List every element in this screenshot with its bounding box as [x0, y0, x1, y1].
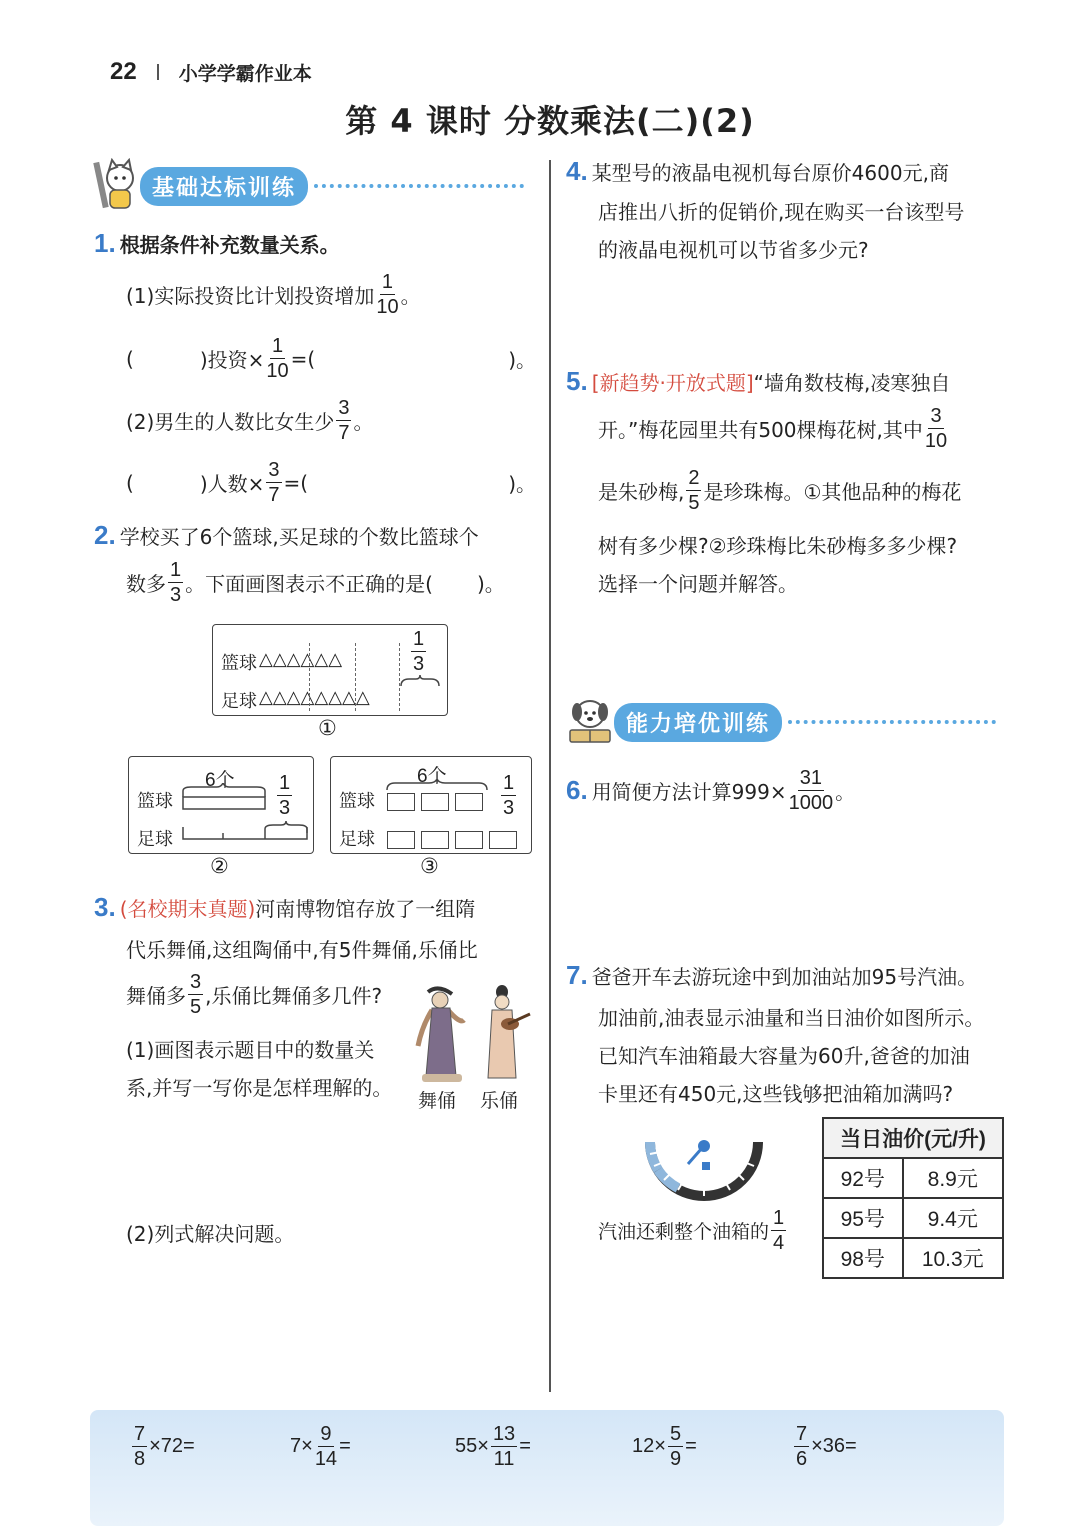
q1-number: 1.: [94, 228, 116, 258]
fig2-fraction: $\frac{1}{3}$: [279, 772, 291, 819]
question-3: [94, 892, 544, 923]
q2-figure-3[interactable]: [330, 756, 532, 854]
q2-figure-1-label: ①: [318, 716, 337, 740]
q2-number: 2.: [94, 520, 116, 550]
q1-part1: (1)实际投资比计划投资增加 $\frac{1}{10}$ 。: [126, 271, 421, 318]
dashed-divider: [355, 643, 356, 711]
q3-part2: (2)列式解决问题。: [126, 1222, 295, 1246]
section-advanced-header: [566, 696, 996, 748]
q5-line4: 树有多少棵?②珍珠梅比朱砂梅多多少棵?: [598, 534, 958, 558]
label-football: 足球: [137, 829, 173, 850]
label-football: 足球: [339, 829, 375, 850]
table-row: 92号 8.9元: [823, 1158, 1003, 1198]
q3-tag: (名校期末真题): [119, 897, 256, 921]
fig-musician-label: 乐俑: [480, 1090, 519, 1112]
question-5: [566, 366, 950, 397]
oil-price-table: [822, 1117, 1004, 1279]
dancer-figurine-icon: [414, 986, 470, 1086]
q4-line1: 某型号的液晶电视机每台原价4600元,商: [591, 161, 949, 185]
q4-line3: 的液晶电视机可以节省多少元?: [598, 238, 869, 262]
lesson-title: 第 4 课时 分数乘法(二)(2): [345, 102, 755, 140]
dashed-divider: [309, 643, 310, 711]
q5-fraction-2: $\frac{2}{5}$: [688, 467, 700, 514]
q5-line2: 开。”梅花园里共有500棵梅花树,其中 $\frac{3}{10}$: [598, 405, 948, 452]
q2-figure-1[interactable]: [212, 624, 448, 716]
page-number: 22: [110, 58, 137, 85]
q1-part2: (2)男生的人数比女生少 $\frac{3}{7}$ 。: [126, 397, 374, 444]
question-1: [94, 228, 544, 259]
brace: [399, 675, 441, 687]
footer-expression[interactable]: 55× $\frac{13}{11}$ =: [455, 1422, 531, 1470]
table-row: 98号 10.3元: [823, 1238, 1003, 1278]
q3-text-line2: 代乐舞俑,这组陶俑中,有5件舞俑,乐俑比: [126, 938, 478, 962]
q5-line1: “墙角数枝梅,凌寒独自: [753, 371, 951, 395]
football-triangles: △△△△△△△△: [259, 687, 370, 708]
section-basic-header: [92, 158, 524, 214]
question-4: [566, 156, 949, 187]
q1-part1-fraction: $\frac{1}{10}$: [376, 271, 399, 318]
section-dots: [314, 184, 524, 188]
q2-text-line1: 学校买了6个篮球,买足球的个数比篮球个: [119, 525, 479, 549]
footer-items: [90, 1410, 1004, 1482]
q4-line2: 店推出八折的促销价,现在购买一台该型号: [598, 200, 965, 224]
section-advanced-label: 能力培优训练: [614, 703, 782, 742]
q6-text: 用简便方法计算999×: [591, 780, 787, 804]
label-basketball: 篮球: [137, 791, 173, 812]
q1-part1-text: (1)实际投资比计划投资增加: [126, 284, 375, 308]
basketball-boxes: [387, 791, 489, 811]
q3-part1-line2: 系,并写一写你是怎样理解的。: [126, 1076, 393, 1100]
fuel-gauge-icon: [644, 1134, 764, 1208]
book-title: 小学学霸作业本: [178, 62, 312, 85]
column-divider: [549, 160, 551, 1392]
footer-expression[interactable]: 7× $\frac{9}{14}$ =: [290, 1422, 351, 1470]
footer-expression[interactable]: 12× $\frac{5}{9}$ =: [632, 1422, 697, 1470]
question-7: [566, 960, 977, 991]
q5-line3: 是朱砂梅, $\frac{2}{5}$ 是珍珠梅。①其他品种的梅花: [598, 467, 962, 514]
q3-part1-line1: (1)画图表示题目中的数量关: [126, 1038, 375, 1062]
q5-tag: [新趋势·开放式题]: [591, 371, 754, 395]
q6-fraction: $\frac{31}{1000}$: [788, 767, 834, 814]
question-2: [94, 520, 544, 551]
header-divider: [157, 64, 159, 80]
q5-line5: 选择一个问题并解答。: [598, 572, 798, 596]
question-6: 6. 用简便方法计算999× $\frac{31}{1000}$ 。: [566, 767, 856, 814]
q7-line3: 已知汽车油箱最大容量为60升,爸爸的加油: [598, 1044, 970, 1068]
q3-text-line1: 河南博物馆存放了一组隋: [255, 897, 476, 921]
cat-pencil-icon: [92, 158, 140, 214]
label-football: 足球: [221, 691, 257, 712]
q2-figure-2[interactable]: [128, 756, 314, 854]
q7-line2: 加油前,油表显示油量和当日油价如图所示。: [598, 1006, 985, 1030]
q2-text-line2: 数多 $\frac{1}{3}$ 。下面画图表示不正确的是( )。: [126, 559, 505, 606]
q1-part2-blank-fraction: $\frac{3}{7}$: [268, 459, 280, 506]
q2-fraction: $\frac{1}{3}$: [170, 559, 182, 606]
q1-part2-text: (2)男生的人数比女生少: [126, 410, 335, 434]
fig3-fraction: $\frac{1}{3}$: [503, 772, 515, 819]
q7-number: 7.: [566, 960, 588, 990]
footer-expression[interactable]: $\frac{7}{6}$ ×36=: [796, 1422, 857, 1470]
brace: [385, 779, 489, 791]
footer-fraction: $\frac{5}{9}$: [669, 1422, 682, 1470]
label-basketball: 篮球: [221, 653, 257, 674]
footer-expression[interactable]: $\frac{7}{8}$ ×72=: [134, 1422, 195, 1470]
fig1-fraction: $\frac{1}{3}$: [413, 628, 425, 675]
footer-fraction: $\frac{9}{14}$: [314, 1422, 338, 1470]
gauge-fraction: $\frac{1}{4}$: [773, 1207, 785, 1254]
table-row: 95号 9.4元: [823, 1198, 1003, 1238]
q3-number: 3.: [94, 892, 116, 922]
table-title: 当日油价(元/升): [823, 1118, 1003, 1158]
q2-figure-3-label: ③: [420, 854, 439, 878]
q1-part1-blank-row: ( )投资× $\frac{1}{10}$ =( )。: [126, 335, 536, 382]
q1-part1-blank-fraction: $\frac{1}{10}$: [266, 335, 289, 382]
page-header: [110, 58, 312, 86]
q7-line1: 爸爸开车去游玩途中到加油站加95号汽油。: [591, 965, 978, 989]
q7-line4: 卡里还有450元,这些钱够把油箱加满吗?: [598, 1082, 954, 1106]
football-boxes: [387, 829, 523, 849]
label-basketball: 篮球: [339, 791, 375, 812]
q5-number: 5.: [566, 366, 588, 396]
q4-number: 4.: [566, 156, 588, 186]
footer-fraction: $\frac{13}{11}$: [492, 1422, 516, 1470]
six-label: 6个: [417, 766, 447, 787]
q3-fraction: $\frac{3}{5}$: [190, 971, 202, 1018]
musician-figurine-icon: [478, 984, 534, 1084]
basketball-triangles: △△△△△△: [259, 649, 343, 670]
q1-text: 根据条件补充数量关系。: [119, 233, 340, 257]
q2-figure-2-label: ②: [210, 854, 229, 878]
six-label: 6个: [205, 770, 235, 791]
q1-part2-fraction: $\frac{3}{7}$: [338, 397, 350, 444]
footer-practice: [90, 1410, 1004, 1526]
footer-fraction: $\frac{7}{6}$: [796, 1422, 808, 1470]
q3-text-line3: 舞俑多 $\frac{3}{5}$ ,乐俑比舞俑多几件?: [126, 971, 383, 1018]
dog-reading-icon: [566, 696, 614, 748]
q5-fraction-1: $\frac{3}{10}$: [924, 405, 948, 452]
q1-part2-blank-row: ( )人数× $\frac{3}{7}$ =( )。: [126, 459, 536, 506]
gauge-caption: 汽油还剩整个油箱的 $\frac{1}{4}$: [598, 1207, 785, 1254]
fig-dancer-label: 舞俑: [418, 1090, 457, 1112]
section-dots: [788, 720, 996, 724]
section-basic-label: 基础达标训练: [140, 167, 308, 206]
q6-number: 6.: [566, 775, 588, 805]
footer-fraction: $\frac{7}{8}$: [134, 1422, 146, 1470]
